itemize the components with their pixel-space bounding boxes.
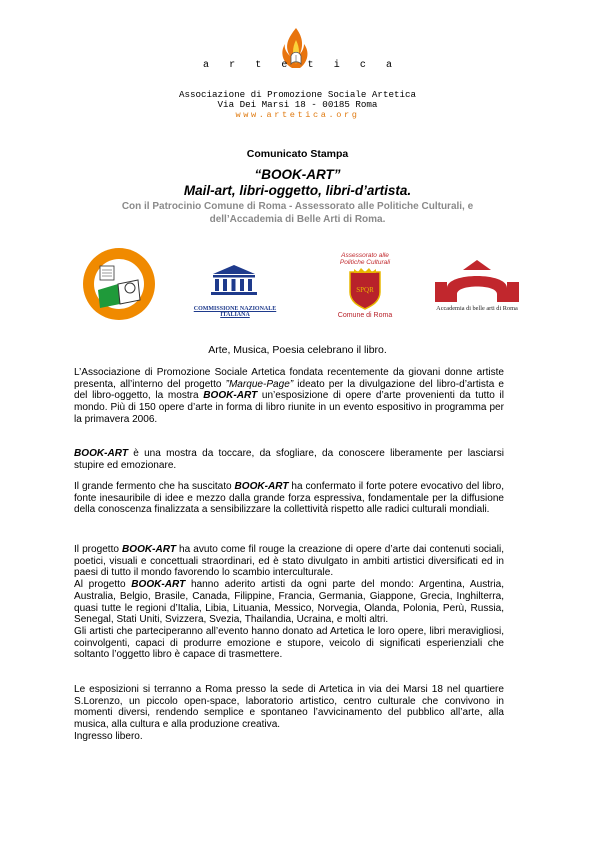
paragraph-3: Il grande fermento che ha suscitato BOOK-ART ha confermato il forte potere evocativo del libro, fonte inesauribile di idee e mezzo dalla grande forza espressiva, fondamentale per la diffusione della conoscenza finalizzata a sensibilizzare la collettività rispetto alle radici culturali mondiali. [74,481,504,516]
accademia-belle-arti-logo [433,258,521,304]
comune-di-roma-seal [347,268,383,310]
intro-line: Arte, Musica, Poesia celebrano il libro. [208,344,387,356]
patronage-line-1: Con il Patrocinio Comune di Roma - Assessorato alle Politiche Culturali, e [121,201,474,212]
unesco-caption: COMMISSIONE NAZIONALE ITALIANA [193,306,277,318]
document-label: Comunicato Stampa [246,148,349,160]
world-book-day-logo [80,246,158,322]
title-line-1: “BOOK-ART” [254,167,341,182]
association-name: Associazione di Promozione Sociale Artetica [178,89,417,100]
paragraph-4: Il progetto BOOK-ART ha avuto come fil rouge la creazione di opere d’arte dai contenuti sociali, poetici, visuali e concettuali straordinari, ed è stato divulgato in ambiti artistici diversificati ed in paesi di tutto il mondo favorendo lo scambio interculturale. Al progetto BOOK-ART hanno aderito artisti da ogni parte del mondo: Argentina, Austria, Australia, Belgio, Brasile, Canada, Filippine, Francia, Germania, Giappone, Grecia, Inghilterra, quasi tutte le regioni d’Italia, Libia, Lituania, Messico, Norvegia, Olanda, Polonia, Perù, Russia, Senegal, Stati Uniti, Svizzera, Svezia, Thailandia, Ucraina, e molti altri. Gli artisti che parteciperanno all’evento hanno donato ad Artetica le loro opere, libri meravigliosi, coinvolgenti, capaci di produrre emozione e stupore, veicolo di significati esperienziali che soltanto l’oggetto libro è capace di trasmettere. [74,544,505,661]
roma-assessorato-label: Assessorato alle Politiche Culturali [339,252,391,266]
association-address: Via Dei Marsi 18 - 00185 Roma [217,99,378,110]
artetica-wordmark: a r t e t i c a [202,60,392,71]
roma-seal-text: SPQR [356,286,374,294]
title-line-2: Mail-art, libri-oggetto, libri-d’artista. [183,183,412,198]
comune-di-roma-caption: Comune di Roma [337,312,393,319]
paragraph-5: Le esposizioni si terranno a Roma presso la sede di Artetica in via dei Marsi 18 nel quartiere S.Lorenzo, un piccolo open-space, laboratorio artistico, centro culturale che convivono in momenti diversi, rendendo semplice e spontaneo l’avvicinamento del pubblico all’arte, alla musica, alla cultura e alla produzione creativa. Ingresso libero. [74,684,504,742]
paragraph-1: L’Associazione di Promozione Sociale Artetica fondata recentemente da giovani donne artiste presenta, all’interno del progetto ”Marque-Page” ideato per la divulgazione del libro-d’artista e del libro-oggetto, la mostra BOOK-ART un’esposizione di opere d’arte provenienti da tutto il mondo. Più di 150 opere d’arte in forma di libro riunite in un evento espositivo in programma per la primavera 2006. [74,367,504,425]
accademia-caption: Accademia di belle arti di Roma [436,305,518,312]
paragraph-2: BOOK-ART è una mostra da toccare, da sfogliare, da conoscere liberamente per lasciarsi stupire ed emozionare. [74,448,504,471]
association-website-link[interactable]: www.artetica.org [235,110,360,120]
unesco-logo [193,262,275,302]
patronage-line-2: dell’Accademia di Belle Arti di Roma. [209,214,386,225]
